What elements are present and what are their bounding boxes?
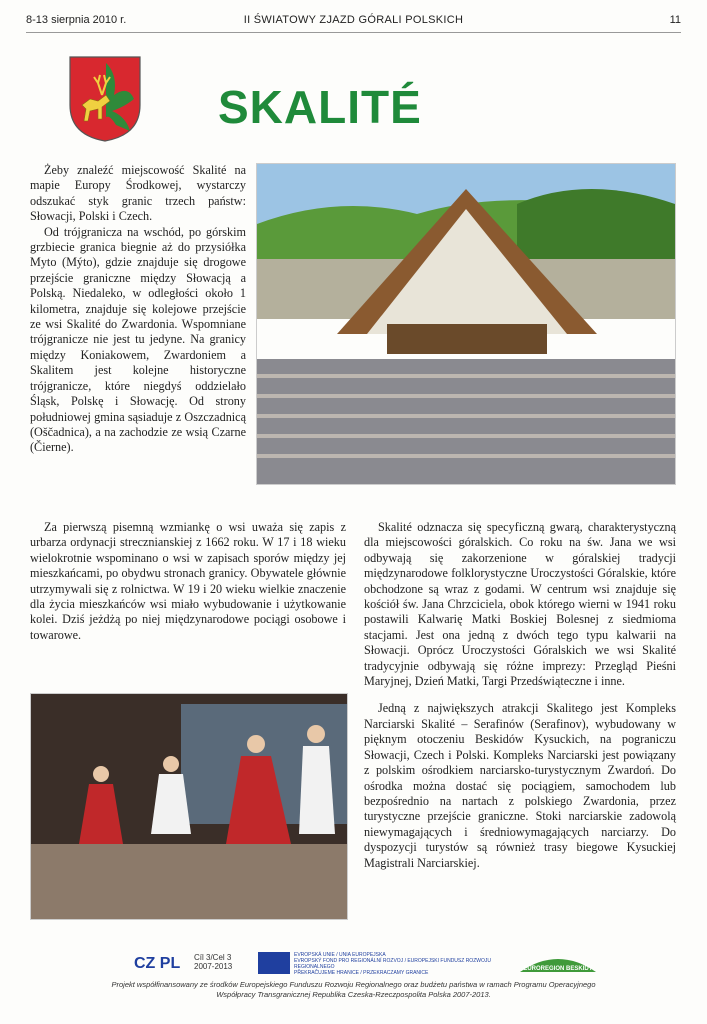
funding-note: Projekt współfinansowany ze środków Europejskiego Funduszu Rozwoju Regionalnego oraz budżetu państwa w ramach Programu Operacyjnego Współpracy Transgranicznej Republika Czeska-Rzeczpospolita Polska 2007-2013.: [111, 980, 596, 999]
paragraph: Za pierwszą pisemną wzmiankę o wsi uważa się zapis z urbarza ordynacji strecznianskiej z 1662 roku. W 17 i 18 wieku wielokrotnie wspominano o wsi w zapisach sporów między jej mieszkańcami, po obydwu stronach granicy. Obywatele głównie utrzymywali się z rolnictwa. W 19 i 20 wieku wielkie znaczenie dla życia mieszkańców wsi miało wybudowanie i użytkowanie kolei. Dziś jeżdżą po niej międzynarodowe pociągi osobowe i towarowe.: [30, 520, 346, 642]
header-title: II ŚWIATOWY ZJAZD GÓRALI POLSKICH: [243, 14, 464, 26]
page-number: 11: [669, 14, 681, 26]
article-title: SKALITÉ: [218, 81, 422, 133]
eu-flag-icon: [258, 952, 290, 974]
amphitheatre-photo: [256, 163, 676, 485]
page-header: [26, 12, 681, 33]
paragraph: Skalité odznacza się specyficzną gwarą, charakterystyczną dla miejscowości góralskich. Co roku na św. Jana we wsi odbywają się zakorzenione w góralskiej tradycji międzynarodowe folklorystyczne Uroczystości Góralskie, które obchodzone są wraz z godami. W centrum wsi znajduje się kościół św. Jana Chrzciciela, obok którego wierni w 1941 roku postawili Kalwarię Matki Boskiej Bolesnej z siedmioma stacjami. Jest ona jedną z dwóch tego typu kalwarii na Słowacji. Oprócz Uroczystości Góralskich we wsi Skalité tradycyjnie odbywają się różne imprezy: Przegląd Pieśni Maryjnej, Dzień Matki, Targi Przedświąteczne i inne.: [364, 520, 676, 689]
paragraph: Żeby znaleźć miejscowość Skalité na mapie Europy Środkowej, wystarczy odszukać styk granic trzech państw: Słowacji, Polski i Czech.: [30, 163, 246, 224]
header-date: 8-13 sierpnia 2010 r.: [26, 14, 127, 26]
column-3: [364, 520, 676, 871]
cil-logo: [194, 953, 232, 971]
euroregion-beskidy-logo: [518, 950, 598, 976]
cil-line-2: 2007-2013: [194, 962, 233, 971]
cil-line-1: Cíl 3/Cel 3: [194, 953, 232, 962]
eu-line: EVROPSKÝ FOND PRO REGIONÁLNÍ ROZVOJ / EUROPEJSKI FUNDUSZ ROZWOJU REGIONALNEGO: [294, 958, 491, 970]
cz-pl-text: CZ PL: [134, 955, 181, 972]
paragraph: Jedną z największych atrakcji Skalitego jest Kompleks Narciarski Skalité – Serafinów (Serafinov), wybudowany w pięknym otoczeniu Beskidów Kysuckich, na pograniczu Słowacji, Czech i Polski. Kompleks Narciarski jest powiązany z polskim ośrodkiem narciarsko-turystycznym Zwardoń. Do ośrodka można dostać się pociągiem, samochodem lub bezpośrednio na nartach z polskiego Zwardonia, przez turystyczne przejście graniczne. Stoki narciarskie zadowolą niewymagających i średniowymagających narciarzy. Do dyspozycji turystów są również trasy biegowe Kysuckiej Magistrali Narciarskiej.: [364, 701, 676, 870]
column-2: [30, 520, 346, 643]
coat-of-arms-icon: [68, 55, 142, 143]
paragraph: Od trójgranicza na wschód, po górskim grzbiecie granica biegnie aż do przysiółka Myto (Mýto), gdzie znajduje się drogowe przejście graniczne między Słowacją a Polską. Niedaleko, w odległości około 1 kilometra, znajduje się kolejowe przejście ze wsi Skalité do Zwardonia. Wspomniane trójgranicze nie jest tu jedyne. Na granicy między Koniakowem, Zwardoniem a Skalitem jest kolejne historyczne trójgranicze, które niegdyś oddzielało Śląsk, Polskę i Słowację. Od strony południowej gmina sąsiaduje z Oszczadnicą (Oščadnica), a na zachodzie ze wsią Czarne (Čierne).: [30, 224, 246, 455]
eu-text: [294, 952, 509, 976]
eu-line: EVROPSKÁ UNIE / UNIA EUROPEJSKA: [294, 952, 386, 958]
beskidy-text: EUROREGION BESKIDY: [523, 966, 593, 972]
eu-line: PŘEKRAČUJEME HRANICE / PRZEKRACZAMY GRANICE: [294, 970, 429, 976]
folk-dancers-photo: [30, 693, 348, 920]
cz-pl-logo: [134, 955, 192, 977]
column-1: [30, 163, 246, 456]
